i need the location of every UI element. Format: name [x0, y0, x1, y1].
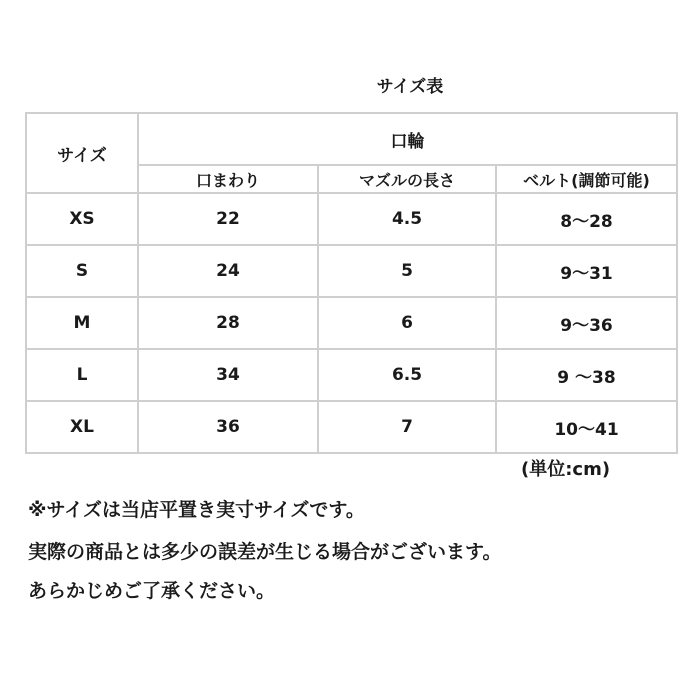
- table-row: [26, 349, 677, 401]
- size-note: ※サイズは当店平置き実寸サイズです。: [28, 499, 365, 521]
- table-row: [26, 245, 677, 297]
- belt-cell: 10〜41: [496, 401, 677, 453]
- mouth-cell: 22: [138, 193, 318, 245]
- muzzle-cell: 5: [318, 245, 496, 297]
- mouth-cell: 24: [138, 245, 318, 297]
- size-cell: XL: [26, 401, 138, 453]
- page-title: サイズ表: [376, 77, 444, 97]
- muzzle-group-header: 口輪: [138, 113, 677, 165]
- mouth-column-header: 口まわり: [138, 165, 318, 193]
- mouth-cell: 34: [138, 349, 318, 401]
- belt-cell: 9〜31: [496, 245, 677, 297]
- muzzle-cell: 6.5: [318, 349, 496, 401]
- mouth-cell: 28: [138, 297, 318, 349]
- muzzle-cell: 4.5: [318, 193, 496, 245]
- belt-cell: 9〜36: [496, 297, 677, 349]
- unit-label: (単位:cm): [521, 459, 611, 480]
- table-header-row: [26, 113, 677, 165]
- muzzle-length-column-header: マズルの長さ: [318, 165, 496, 193]
- table-row: [26, 193, 677, 245]
- tolerance-note: 実際の商品とは多少の誤差が生じる場合がございます。: [28, 541, 502, 563]
- muzzle-cell: 6: [318, 297, 496, 349]
- mouth-cell: 36: [138, 401, 318, 453]
- belt-column-header: ベルト(調節可能): [496, 165, 677, 193]
- muzzle-cell: 7: [318, 401, 496, 453]
- table-row: [26, 297, 677, 349]
- size-cell: M: [26, 297, 138, 349]
- size-cell: XS: [26, 193, 138, 245]
- size-column-header: サイズ: [26, 113, 138, 193]
- table-row: [26, 401, 677, 453]
- belt-cell: 9 〜38: [496, 349, 677, 401]
- belt-cell: 8〜28: [496, 193, 677, 245]
- size-cell: S: [26, 245, 138, 297]
- size-table: [25, 112, 678, 454]
- size-cell: L: [26, 349, 138, 401]
- acknowledgement-note: あらかじめご了承ください。: [28, 580, 276, 602]
